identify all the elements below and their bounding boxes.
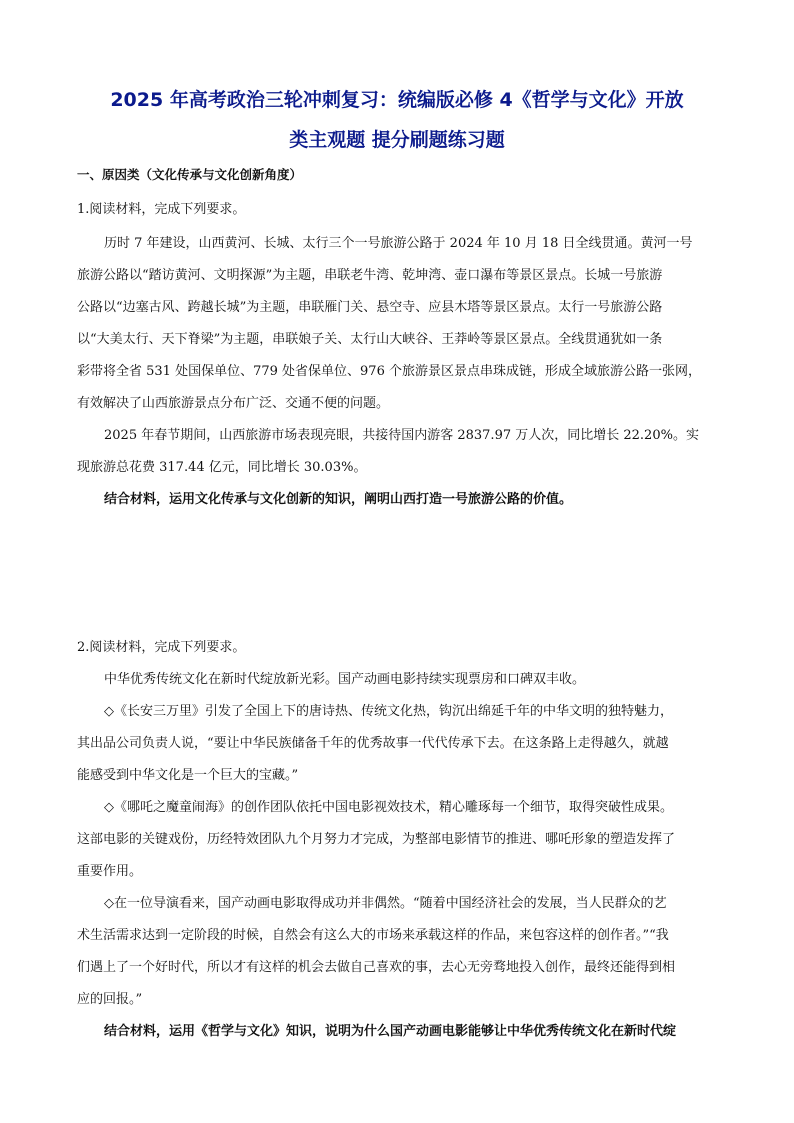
q2-bullet-line: 们遇上了一个好时代，所以才有这样的机会去做自己喜欢的事，去心无旁骛地投入创作，最终还能得到相 [77,960,676,975]
q2-bullet-line: ◇在一位导演看来，国产动画电影取得成功并非偶然。“随着中国经济社会的发展，当人民群众的艺 [104,896,667,911]
question-2-task: 结合材料，运用《哲学与文化》知识，说明为什么国产动画电影能够让中华优秀传统文化在新时代绽 [104,1024,677,1039]
question-1-prompt: 1.阅读材料，完成下列要求。 [77,202,246,217]
q1-paragraph-line: 彩带将全省 531 处国保单位、779 处省保单位、976 个旅游景区景点串珠成链，形成全域旅游公路一张网， [77,364,701,379]
q2-bullet-line: ◇《哪吒之魔童闹海》的创作团队依托中国电影视效技术，精心雕琢每一个细节，取得突破性成果。 [104,800,673,815]
question-2-prompt: 2.阅读材料，完成下列要求。 [77,640,246,655]
q2-bullet-line: ◇《长安三万里》引发了全国上下的唐诗热、传统文化热，钩沉出绵延千年的中华文明的独特魅力， [104,704,673,719]
q2-bullet-line: 其出品公司负责人说，“要让中华民族储备千年的优秀故事一代代传承下去。在这条路上走得越久，就越 [77,736,669,751]
q1-paragraph-line: 旅游公路以“踏访黄河、文明探源”为主题，串联老牛湾、乾坤湾、壶口瀑布等景区景点。长城一号旅游 [77,268,663,283]
q1-paragraph-line: 历时 7 年建设，山西黄河、长城、太行三个一号旅游公路于 2024 年 10 月 18 日全线贯通。黄河一号 [104,236,693,251]
q1-paragraph-line: 公路以“边塞古风、跨越长城”为主题，串联雁门关、悬空寺、应县木塔等景区景点。太行一号旅游公路 [77,300,663,315]
q2-bullet-line: 术生活需求达到一定阶段的时候，自然会有这么大的市场来承载这样的作品，来包容这样的创作者。”“我 [77,928,669,943]
q2-bullet-line: 这部电影的关键戏份，历经特效团队九个月努力才完成，为整部电影情节的推进、哪吒形象的塑造发挥了 [77,832,676,847]
page-subtitle: 类主观题 提分刷题练习题 [289,129,505,151]
q1-paragraph-line: 以“大美太行、天下脊梁”为主题，串联娘子关、太行山大峡谷、王莽岭等景区景点。全线贯通犹如一条 [77,332,663,347]
q1-paragraph-line: 现旅游总花费 317.44 亿元，同比增长 30.03%。 [77,460,367,475]
question-1-task: 结合材料，运用文化传承与文化创新的知识，阐明山西打造一号旅游公路的价值。 [104,492,573,507]
q2-bullet-line: 应的回报。” [77,992,143,1007]
q2-bullet-line: 能感受到中华文化是一个巨大的宝藏。” [77,768,299,783]
q2-bullet-line: 重要作用。 [77,864,143,879]
q1-paragraph-line: 2025 年春节期间，山西旅游市场表现亮眼，共接待国内游客 2837.97 万人次，同比增长 22.20%。实 [104,428,699,443]
q1-paragraph-line: 有效解决了山西旅游景点分布广泛、交通不便的问题。 [77,396,390,411]
section-heading: 一、原因类（文化传承与文化创新角度） [77,167,303,182]
page-title: 2025 年高考政治三轮冲刺复习：统编版必修 4《哲学与文化》开放 [110,89,684,111]
q2-intro: 中华优秀传统文化在新时代绽放新光彩。国产动画电影持续实现票房和口碑双丰收。 [104,672,586,687]
